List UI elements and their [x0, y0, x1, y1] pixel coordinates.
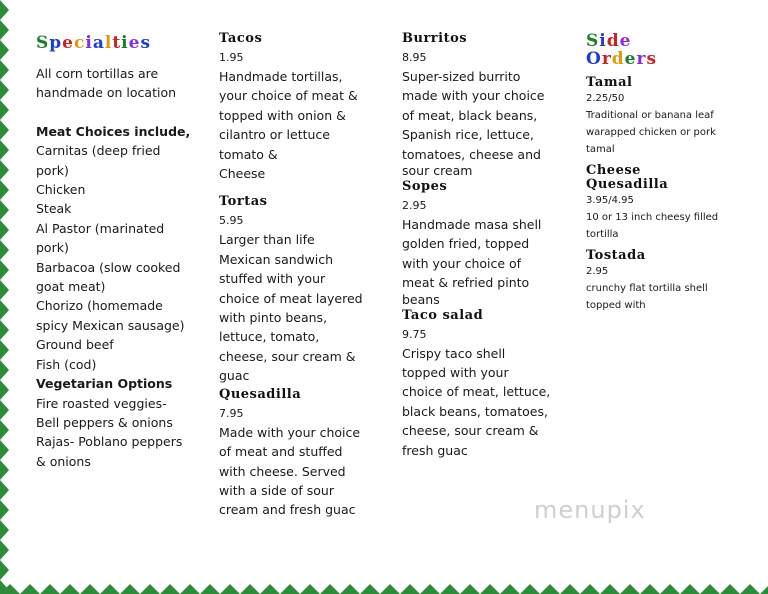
item-desc-line: tortilla [586, 229, 619, 240]
specialties-heading-letter: t [112, 33, 122, 53]
item-desc-line: choice of meat, lettuce, [402, 384, 551, 400]
list-item: Bell peppers & onions [36, 414, 173, 430]
specialties-heading-letter: i [85, 33, 93, 53]
list-item: Rajas- Poblano peppers [36, 434, 183, 450]
item-desc-line: beans [402, 291, 440, 307]
item-desc-line: cheese, sour cream & [402, 423, 539, 439]
item-desc-line: Larger than life [219, 232, 315, 248]
item-desc-line: cheese, sour cream & [219, 348, 356, 364]
item-price: 2.95 [402, 199, 427, 213]
orders-heading-letter: r [601, 49, 612, 69]
item-title: Tamal [586, 75, 633, 90]
item-desc-line: with your choice of [402, 255, 522, 271]
specialties-heading-letter: e [62, 33, 74, 53]
list-item: Barbacoa (slow cooked [36, 259, 181, 275]
item-title: Taco salad [402, 307, 484, 323]
list-item: goat meat) [36, 279, 106, 295]
item-desc-line: cream and fresh guac [219, 502, 356, 518]
menu-item-quesadilla [219, 386, 389, 520]
item-desc-line: of meat, black beans, [402, 107, 538, 123]
item-title: Burritos [402, 31, 468, 46]
item-desc-line: your choice of meat & [219, 88, 358, 104]
item-desc-line: tomatoes, cheese and [402, 146, 541, 162]
vegetarian-heading: Vegetarian Options [36, 376, 173, 392]
item-desc-line: cilantro or lettuce [219, 127, 330, 143]
item-price: 7.95 [219, 406, 244, 420]
menu-item-cheese-quesadilla [586, 164, 751, 243]
item-desc-line: guac [219, 368, 250, 384]
specialties-heading-letter: a [92, 33, 105, 53]
specialties-heading-letter: p [49, 33, 63, 53]
item-desc-line: topped with [586, 300, 646, 311]
specialties-heading-letter: i [121, 33, 129, 53]
side-heading-letter: e [619, 31, 632, 51]
tacos-tortas-column [219, 30, 389, 520]
menu-item-burritos [402, 30, 567, 178]
list-item: Steak [36, 201, 72, 217]
item-desc-line: lettuce, tomato, [219, 329, 320, 345]
list-item: pork) [36, 240, 69, 256]
item-desc-line: Handmade masa shell [402, 217, 542, 233]
list-item: spicy Mexican sausage) [36, 317, 185, 333]
left-zigzag-border [0, 0, 20, 594]
item-desc-line: with pinto beans, [219, 310, 328, 326]
list-item: Ground beef [36, 337, 114, 353]
specialties-heading-letter: S [36, 33, 50, 53]
menupix-watermark: menupix [534, 496, 646, 524]
item-desc-line: stuffed with your [219, 271, 326, 287]
item-desc-line: with cheese. Served [219, 463, 346, 479]
item-desc-line: crunchy flat tortilla shell [586, 283, 708, 294]
item-desc-line: 10 or 13 inch cheesy filled [586, 212, 719, 223]
burritos-sopes-column [402, 30, 567, 460]
item-desc-line: meat & refried pinto [402, 275, 530, 291]
item-desc-line: choice of meat layered [219, 290, 363, 306]
item-desc-line: sour cream [402, 163, 473, 179]
item-desc-line: of meat and stuffed [219, 444, 343, 460]
orders-heading-letter: O [586, 49, 602, 69]
specialties-heading-letter: e [128, 33, 141, 53]
list-item: Chicken [36, 182, 86, 198]
menu-item-tortas [219, 193, 389, 385]
item-desc-line: Mexican sandwich [219, 251, 334, 267]
orders-heading-letter: r [636, 49, 647, 69]
menu-item-taco-salad [402, 307, 567, 460]
item-title: Quesadilla [219, 386, 302, 402]
item-desc-line: fresh guac [402, 442, 468, 458]
menu-item-tacos [219, 30, 389, 183]
item-price: 2.25/50 [586, 93, 625, 104]
item-title: Sopes [402, 179, 448, 195]
item-price: 1.95 [219, 51, 244, 64]
side-orders-heading-line-1 [586, 32, 751, 50]
item-title: Tortas [219, 194, 268, 210]
item-desc-line: topped with onion & [219, 107, 346, 123]
specialties-heading-letter: l [104, 33, 113, 53]
meat-choices-heading: Meat Choices include, [36, 123, 191, 139]
item-desc-line: made with your choice [402, 88, 545, 104]
meat-choices-list [36, 141, 211, 374]
specialties-column [36, 30, 211, 471]
item-desc-line: warapped chicken or pork [586, 127, 716, 138]
menu-item-sopes [402, 178, 567, 307]
list-item: Chorizo (homemade [36, 298, 163, 314]
item-desc-line: tamal [586, 144, 615, 155]
item-price: 9.75 [402, 327, 427, 341]
menu-item-tostada [586, 249, 751, 314]
side-orders-column [586, 30, 751, 314]
item-desc-line: topped with your [402, 365, 509, 381]
intro-line-1: All corn tortillas are [36, 66, 159, 81]
item-title: Tacos [219, 31, 263, 46]
item-desc-line: Made with your choice [219, 424, 361, 440]
item-desc-line: Crispy taco shell [402, 345, 506, 361]
item-title-line-2: Quesadilla [586, 177, 669, 192]
orders-heading-letter: e [624, 49, 637, 69]
item-desc-line: Handmade tortillas, [219, 69, 343, 84]
intro-line-2: handmade on location [36, 85, 177, 101]
bottom-zigzag-border [0, 570, 768, 594]
item-desc-line: tomato & [219, 146, 278, 162]
side-heading-letter: d [606, 31, 620, 51]
menu-item-tamal [586, 76, 751, 158]
specialties-heading-letter: s [140, 33, 152, 53]
side-heading-letter: i [599, 31, 607, 51]
side-orders-heading-line-2 [586, 50, 751, 68]
list-item: Al Pastor (marinated [36, 220, 165, 236]
list-item: Carnitas (deep fried [36, 143, 161, 159]
side-heading-letter: S [586, 31, 600, 51]
list-item: Fish (cod) [36, 356, 97, 372]
item-price: 3.95/4.95 [586, 195, 634, 206]
item-desc-line: black beans, tomatoes, [402, 403, 548, 419]
item-price: 8.95 [402, 51, 427, 64]
item-desc-line: with a side of sour [219, 482, 334, 498]
list-item: Fire roasted veggies- [36, 395, 167, 411]
item-desc-line: Traditional or banana leaf [586, 110, 714, 121]
item-title: Tostada [586, 248, 646, 263]
orders-heading-letter: d [611, 49, 625, 69]
item-desc-line: Spanish rice, lettuce, [402, 127, 534, 143]
specialties-heading [36, 32, 211, 54]
item-desc-line: Cheese [219, 166, 266, 182]
orders-heading-letter: s [646, 49, 658, 69]
item-price: 2.95 [586, 266, 609, 277]
list-item: pork) [36, 162, 69, 178]
list-item: & onions [36, 453, 91, 469]
specialties-heading-letter: c [74, 33, 86, 53]
item-desc-line: golden fried, topped [402, 236, 530, 252]
item-desc-line: Super-sized burrito [402, 69, 521, 84]
item-title-line-1: Cheese [586, 163, 641, 178]
vegetarian-list [36, 394, 211, 472]
item-price: 5.95 [219, 214, 244, 228]
